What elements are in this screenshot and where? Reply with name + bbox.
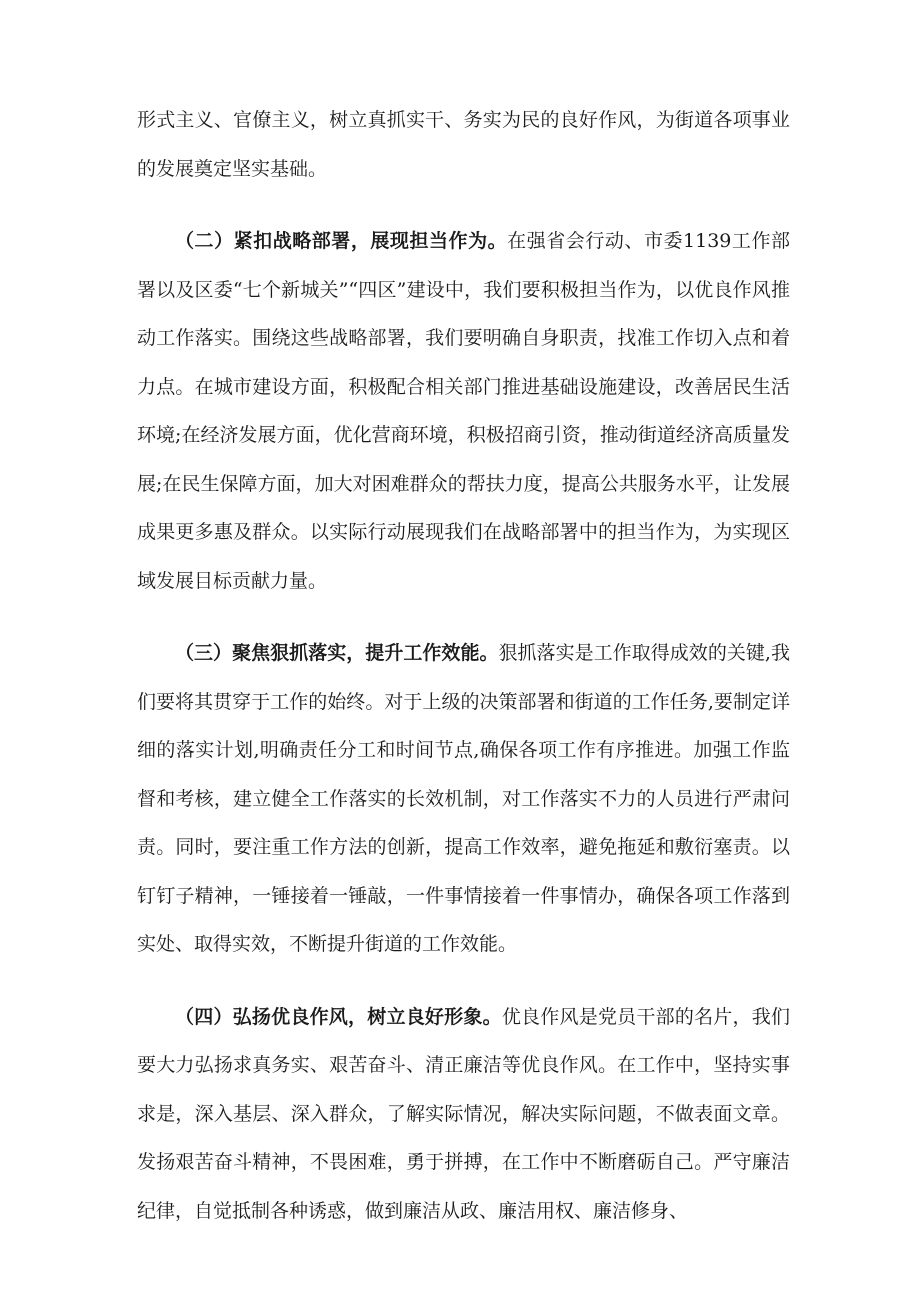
section-four-body: 优良作风是党员干部的名片，我们要大力弘扬求真务实、艰苦奋斗、清正廉洁等优良作风。在工作中，坚持实事求是，深入基层、深入群众，了解实际情况，解决实际问题，不做表面文章。发扬艰苦奋斗精神，不畏困难，勇于拼搏，在工作中不断磨砺自己。严守廉洁纪律，自觉抵制各种诱惑，做到廉洁从政、廉洁用权、廉洁修身、 xyxy=(137,1005,790,1222)
section-three-heading: （三）聚焦狠抓落实，提升工作效能。 xyxy=(175,642,499,664)
section-two-paragraph xyxy=(137,217,790,605)
paragraph-continuation xyxy=(137,96,790,193)
paragraph-gap xyxy=(137,969,790,993)
section-two-heading: （二）紧扣战略部署，展现担当作为。 xyxy=(175,230,508,252)
section-three-body: 狠抓落实是工作取得成效的关键,我们要将其贯穿于工作的始终。对于上级的决策部署和街道的工作任务,要制定详细的落实计划,明确责任分工和时间节点,确保各项工作有序推进。加强工作监督和考核，建立健全工作落实的长效机制，对工作落实不力的人员进行严肃问责。同时，要注重工作方法的创新，提高工作效率，避免拖延和敷衍塞责。以钉钉子精神，一锤接着一锤敲，一件事情接着一件事情办，确保各项工作落到实处、取得实效，不断提升街道的工作效能。 xyxy=(137,642,790,955)
paragraph-gap xyxy=(137,605,790,629)
paragraph-body: 形式主义、官僚主义，树立真抓实干、务实为民的良好作风，为街道各项事业的发展奠定坚实基础。 xyxy=(137,109,790,180)
section-three-paragraph xyxy=(137,629,790,969)
section-two-body: 在强省会行动、市委1139工作部署以及区委“七个新城关”“四区”建设中，我们要积极担当作为，以优良作风推动工作落实。围绕这些战略部署，我们要明确自身职责，找准工作切入点和着力点。在城市建设方面，积极配合相关部门推进基础设施建设，改善居民生活环境;在经济发展方面，优化营商环境，积极招商引资，推动街道经济高质量发展;在民生保障方面，加大对困难群众的帮扶力度，提高公共服务水平，让发展成果更多惠及群众。以实际行动展现我们在战略部署中的担当作为，为实现区域发展目标贡献力量。 xyxy=(137,230,790,592)
paragraph-gap xyxy=(137,193,790,217)
section-four-heading: （四）弘扬优良作风，树立良好形象。 xyxy=(175,1005,502,1028)
section-four-paragraph xyxy=(137,993,790,1236)
